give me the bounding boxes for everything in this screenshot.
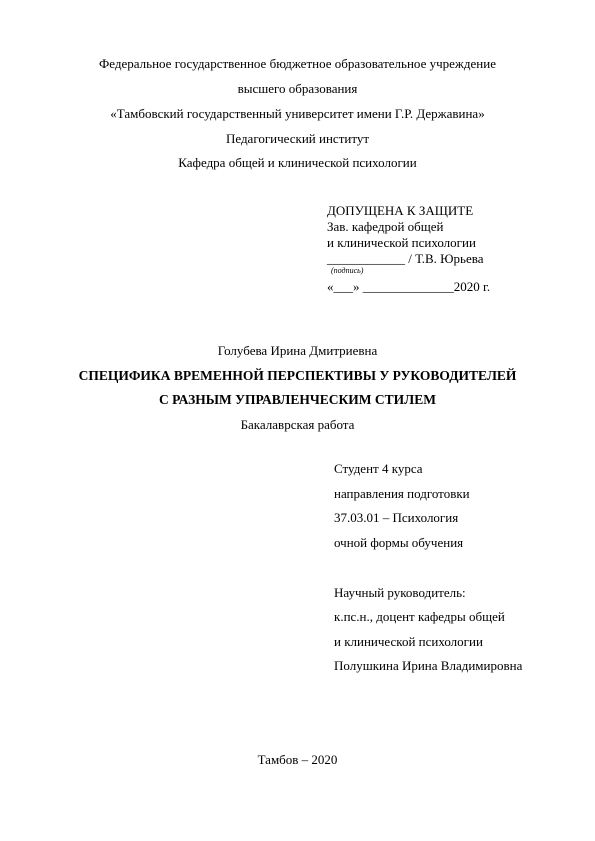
student-course: Студент 4 курса (334, 461, 423, 476)
department-name: Кафедра общей и клинической психологии (178, 155, 417, 170)
student-direction-code: 37.03.01 – Психология (334, 510, 459, 525)
author-name: Голубева Ирина Дмитриевна (217, 343, 378, 358)
supervisor-position-line2: и клинической психологии (334, 634, 483, 649)
institute-name: Педагогический институт (225, 131, 370, 146)
thesis-title-line2: С РАЗНЫМ УПРАВЛЕНЧЕСКИМ СТИЛЕМ (159, 392, 436, 407)
signature-caption: (подпись) (331, 266, 364, 275)
student-study-form: очной формы обучения (334, 535, 464, 550)
approval-title: ДОПУЩЕНА К ЗАЩИТЕ (327, 203, 474, 218)
university-name: «Тамбовский государственный университет имени Г.Р. Державина» (110, 106, 485, 121)
work-type: Бакалаврская работа (240, 417, 355, 432)
education-level: высшего образования (237, 81, 358, 96)
approval-position-line1: Зав. кафедрой общей (327, 219, 444, 234)
institution-type: Федеральное государственное бюджетное образовательное учреждение (99, 56, 496, 71)
approval-signature-line: ____________ / Т.В. Юрьева (327, 251, 484, 266)
supervisor-label: Научный руководитель: (334, 585, 466, 600)
supervisor-position-line1: к.пс.н., доцент кафедры общей (334, 609, 505, 624)
city-year: Тамбов – 2020 (257, 752, 338, 767)
approval-position-line2: и клинической психологии (327, 235, 476, 250)
supervisor-name: Полушкина Ирина Владимировна (334, 658, 523, 673)
student-direction-label: направления подготовки (334, 486, 470, 501)
approval-date-line: «___» ______________2020 г. (327, 279, 491, 294)
thesis-title-line1: СПЕЦИФИКА ВРЕМЕННОЙ ПЕРСПЕКТИВЫ У РУКОВОДИТЕЛЕЙ (78, 368, 517, 383)
